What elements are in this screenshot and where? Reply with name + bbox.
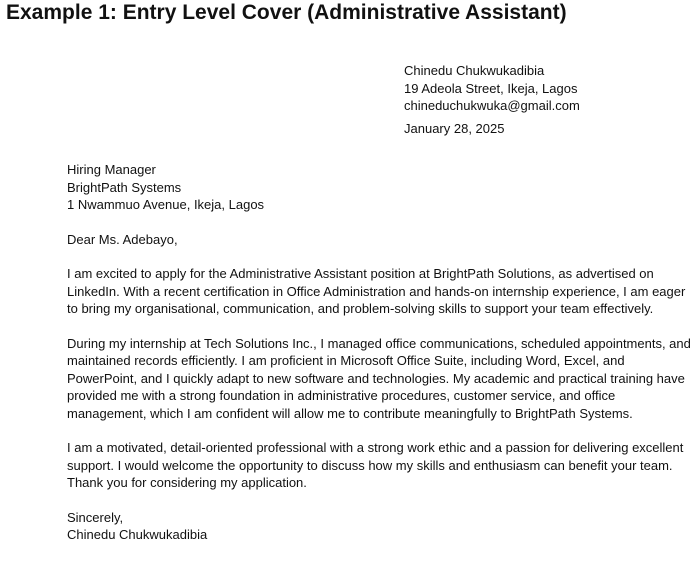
signature-name: Chinedu Chukwukadibia — [67, 527, 208, 542]
recipient-address: 1 Nwammuo Avenue, Ikeja, Lagos — [67, 197, 265, 212]
recipient-title: Hiring Manager — [67, 162, 156, 177]
recipient-company: BrightPath Systems — [67, 179, 182, 195]
closing-block — [67, 509, 692, 544]
sender-block — [404, 62, 580, 115]
valediction: Sincerely, — [67, 509, 124, 525]
page-title: Example 1: Entry Level Cover (Administrative Assistant) — [6, 1, 567, 24]
sender-name: Chinedu Chukwukadibia — [404, 63, 545, 78]
paragraph-experience: During my internship at Tech Solutions Inc., I managed office communications, scheduled appointments, and maintained records efficiently. I am proficient in Microsoft Office Suite, including Word, Excel, and PowerPoint, and I quickly adapt to new software and technologies. My academic and practical training have provided me with a strong foundation in administrative procedures, customer service, and office management, which I am confident will allow me to contribute meaningfully to BrightPath Systems. — [67, 335, 691, 421]
paragraph-closing: I am a motivated, detail-oriented professional with a strong work ethic and a passion for delivering excellent support. I would welcome the opportunity to discuss how my skills and enthusiasm can benefit your team. Thank you for considering my application. — [67, 440, 684, 490]
letter-body — [67, 161, 692, 544]
sender-address: 19 Adeola Street, Ikeja, Lagos — [404, 80, 578, 96]
letter-date: January 28, 2025 — [404, 121, 505, 136]
salutation: Dear Ms. Adebayo, — [67, 231, 178, 247]
recipient-block — [67, 161, 692, 214]
paragraph-intro: I am excited to apply for the Administrative Assistant position at BrightPath Solutions, as advertised on LinkedIn. With a recent certification in Office Administration and hands-on internship experience, I am eager to bring my organisational, communication, and problem-solving skills to support your team effectively. — [67, 266, 686, 316]
sender-email: chineduchukwuka@gmail.com — [404, 98, 580, 113]
